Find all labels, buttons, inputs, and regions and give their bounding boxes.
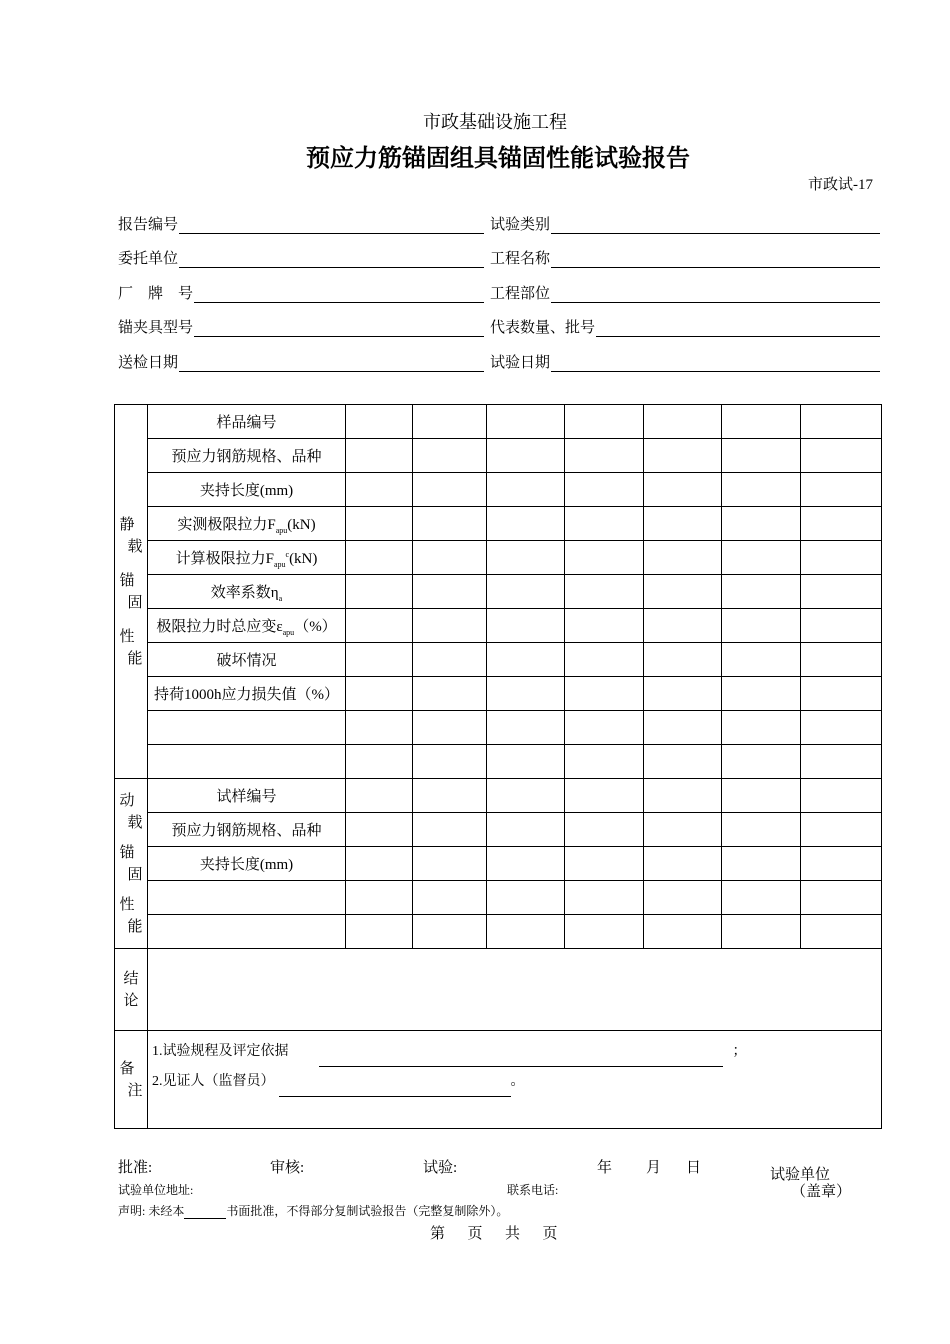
data-cell[interactable] [801,711,882,745]
data-cell[interactable] [413,405,487,439]
data-cell[interactable] [565,643,644,677]
data-cell[interactable] [346,541,413,575]
conclusion-label: 结 论 [115,949,148,1031]
data-cell[interactable] [565,575,644,609]
data-cell[interactable] [565,507,644,541]
data-cell[interactable] [644,575,722,609]
data-cell[interactable] [722,677,801,711]
table-row [115,541,882,575]
send-date-label: 送检日期 [118,355,179,371]
data-cell[interactable] [487,575,565,609]
data-cell[interactable] [801,847,882,881]
data-cell[interactable] [722,881,801,915]
data-cell[interactable] [722,575,801,609]
data-cell[interactable] [487,847,565,881]
data-cell[interactable] [487,541,565,575]
remark-line-1: 1.试验规程及评定依据 ； [152,1037,877,1067]
data-cell[interactable] [644,405,722,439]
data-cell[interactable] [413,847,487,881]
data-cell[interactable] [565,609,644,643]
data-cell[interactable] [801,507,882,541]
data-cell[interactable] [487,609,565,643]
data-cell[interactable] [413,473,487,507]
project-name-field[interactable] [490,246,880,268]
data-cell[interactable] [801,677,882,711]
data-cell[interactable] [565,405,644,439]
project-part-field[interactable] [490,281,880,303]
data-cell[interactable] [644,473,722,507]
row-label-total-strain: 极限拉力时总应变$\varepsilon_{apu}(\%)$ [148,609,346,643]
data-cell[interactable] [346,609,413,643]
data-cell[interactable] [346,745,413,779]
row-label[interactable] [148,915,346,949]
data-cell[interactable] [722,847,801,881]
data-cell[interactable] [413,643,487,677]
data-cell[interactable] [644,779,722,813]
test-type-field[interactable] [490,212,880,234]
data-cell[interactable] [487,745,565,779]
test-date-field[interactable] [490,350,880,372]
data-cell[interactable] [413,813,487,847]
data-cell[interactable] [487,677,565,711]
client-label: 委托单位 [118,251,179,267]
remarks-label: 备 注 [115,1031,148,1129]
data-cell[interactable] [722,609,801,643]
data-cell[interactable] [413,507,487,541]
phone-label: 联系电话: [507,1183,559,1197]
data-cell[interactable] [565,881,644,915]
data-cell[interactable] [346,779,413,813]
data-cell[interactable] [722,643,801,677]
report-no-field[interactable] [118,212,484,234]
data-cell[interactable] [565,779,644,813]
data-cell[interactable] [722,915,801,949]
remark-line-2: 2.见证人（监督员） 。 [152,1067,877,1097]
data-cell[interactable] [413,915,487,949]
data-cell[interactable] [487,507,565,541]
data-cell[interactable] [801,405,882,439]
data-cell[interactable] [413,541,487,575]
row-label-measured-force: 实测极限拉力$F_{apu}(kN)$ [148,507,346,541]
table-row [115,813,882,847]
test-date-label: 试验日期 [490,355,551,371]
conclusion-area[interactable] [148,949,882,1031]
data-cell[interactable] [801,745,882,779]
data-cell[interactable] [346,405,413,439]
disclaimer: 声明: 未经本 书面批准，不得部分复制试验报告（完整复制除外）。 [118,1204,509,1218]
data-cell[interactable] [801,643,882,677]
table-row [115,643,882,677]
document-subtitle: 市政基础设施工程 [423,112,567,132]
data-cell[interactable] [644,677,722,711]
data-cell[interactable] [565,915,644,949]
row-label-calculated-force: 计算极限拉力$F_{apu}^c(kN)$ [148,541,346,575]
data-cell[interactable] [722,745,801,779]
data-cell[interactable] [722,711,801,745]
data-cell[interactable] [346,813,413,847]
table-row [115,473,882,507]
data-cell[interactable] [644,439,722,473]
data-cell[interactable] [565,813,644,847]
data-cell[interactable] [644,881,722,915]
year-label: 年 [597,1160,613,1176]
report-no-line [179,218,484,234]
data-cell[interactable] [722,507,801,541]
address-label: 试验单位地址: [118,1183,194,1197]
data-cell[interactable] [565,847,644,881]
table-row [115,575,882,609]
data-cell[interactable] [413,779,487,813]
data-cell[interactable] [346,439,413,473]
document-title: 预应力筋锚固组具锚固性能试验报告 [306,144,690,172]
row-label: 夹持长度(mm) [148,473,346,507]
row-label[interactable] [148,745,346,779]
data-cell[interactable] [644,813,722,847]
data-cell[interactable] [565,541,644,575]
data-cell[interactable] [487,439,565,473]
data-cell[interactable] [801,439,882,473]
quantity-batch-field[interactable] [490,315,880,337]
data-cell[interactable] [801,779,882,813]
data-cell[interactable] [644,847,722,881]
data-cell[interactable] [565,439,644,473]
disclaimer-blank [184,1206,226,1219]
table-row [115,779,882,813]
project-name-label: 工程名称 [490,251,551,267]
data-cell[interactable] [487,473,565,507]
report-no-label: 报告编号 [118,217,179,233]
row-label: 样品编号 [148,405,346,439]
test-table [114,404,882,1129]
data-cell[interactable] [722,405,801,439]
data-cell[interactable] [346,643,413,677]
table-row [115,847,882,881]
table-row [115,405,882,439]
data-cell[interactable] [346,473,413,507]
data-cell[interactable] [413,575,487,609]
data-cell[interactable] [413,881,487,915]
row-label: 预应力钢筋规格、品种 [148,813,346,847]
standard-basis-input[interactable] [319,1048,723,1067]
data-cell[interactable] [413,711,487,745]
project-part-label: 工程部位 [490,286,551,302]
data-cell[interactable] [487,813,565,847]
approve-label: 批准: [118,1160,153,1176]
data-cell[interactable] [644,609,722,643]
day-label: 日 [686,1160,702,1176]
brand-field[interactable] [118,281,484,303]
seal-label: （盖章） [791,1184,852,1200]
data-cell[interactable] [565,711,644,745]
test-unit-label: 试验单位 [770,1167,831,1183]
table-row [115,881,882,915]
data-cell[interactable] [722,541,801,575]
brand-label: 厂 牌 号 [118,286,194,302]
data-cell[interactable] [487,915,565,949]
data-cell[interactable] [801,881,882,915]
tester-label: 试验: [423,1160,458,1176]
witness-input[interactable] [279,1078,511,1097]
review-label: 审核: [270,1160,305,1176]
data-cell[interactable] [722,473,801,507]
data-cell[interactable] [722,439,801,473]
data-cell[interactable] [565,677,644,711]
table-row [115,439,882,473]
quantity-batch-label: 代表数量、批号 [490,320,596,336]
client-line [179,252,484,268]
send-date-field[interactable] [118,350,484,372]
data-cell[interactable] [487,711,565,745]
data-cell[interactable] [644,711,722,745]
data-cell[interactable] [801,609,882,643]
data-cell[interactable] [565,745,644,779]
form-code: 市政试-17 [808,177,873,193]
project-part-line [551,287,880,303]
data-cell[interactable] [801,575,882,609]
anchor-model-line [194,321,484,337]
row-label[interactable] [148,881,346,915]
data-cell[interactable] [413,745,487,779]
static-section-label: 静 载 锚 固 性 能 [115,405,148,779]
table-row [115,507,882,541]
test-type-label: 试验类别 [490,217,551,233]
anchor-model-field[interactable] [118,315,484,337]
client-field[interactable] [118,246,484,268]
data-cell[interactable] [644,541,722,575]
data-cell[interactable] [644,915,722,949]
remarks-area [148,1031,882,1129]
data-cell[interactable] [413,439,487,473]
data-cell[interactable] [801,541,882,575]
data-cell[interactable] [346,881,413,915]
table-row [115,711,882,745]
data-cell[interactable] [346,575,413,609]
conclusion-row [115,949,882,1031]
data-cell[interactable] [346,915,413,949]
data-cell[interactable] [722,779,801,813]
data-cell[interactable] [487,779,565,813]
page-number: 第 页 共 页 [430,1226,558,1242]
test-date-line [551,356,880,372]
project-name-line [551,252,880,268]
data-cell[interactable] [644,507,722,541]
row-label: 破坏情况 [148,643,346,677]
data-cell[interactable] [644,745,722,779]
send-date-line [179,356,484,372]
quantity-batch-line [596,321,880,337]
data-cell[interactable] [801,915,882,949]
table-row [115,677,882,711]
brand-line [194,287,484,303]
data-cell[interactable] [346,677,413,711]
dynamic-section-label: 动 载 锚 固 性 能 [115,779,148,949]
row-label: 夹持长度(mm) [148,847,346,881]
data-cell[interactable] [722,813,801,847]
data-cell[interactable] [346,711,413,745]
data-cell[interactable] [801,813,882,847]
table-row [115,915,882,949]
remarks-row [115,1031,882,1129]
data-cell[interactable] [413,609,487,643]
row-label: 预应力钢筋规格、品种 [148,439,346,473]
data-cell[interactable] [346,507,413,541]
table-row [115,745,882,779]
row-label[interactable] [148,711,346,745]
anchor-model-label: 锚夹具型号 [118,320,194,336]
data-cell[interactable] [801,473,882,507]
data-cell[interactable] [487,643,565,677]
data-cell[interactable] [487,881,565,915]
row-label-efficiency: 效率系数$\eta_a$ [148,575,346,609]
data-cell[interactable] [487,405,565,439]
row-label: 试样编号 [148,779,346,813]
data-cell[interactable] [346,847,413,881]
table-row [115,609,882,643]
data-cell[interactable] [644,643,722,677]
data-cell[interactable] [565,473,644,507]
data-cell[interactable] [413,677,487,711]
month-label: 月 [646,1160,662,1176]
test-type-line [551,218,880,234]
row-label: 持荷1000h应力损失值（%） [148,677,346,711]
